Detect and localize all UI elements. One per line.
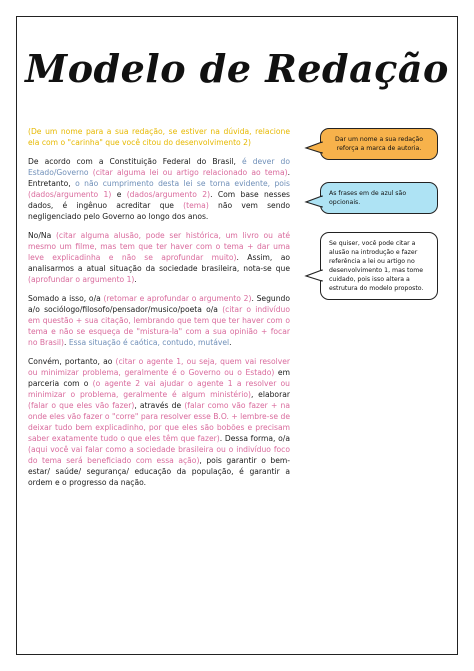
instruction-segment: (tema) — [183, 201, 209, 210]
paragraph-development-1 — [28, 230, 290, 285]
tip-bubble-text: Se quiser, você pode citar a alusão na introdução e fazer referência a lei ou artigo no desenvolvimento 1, mas tome cuidado, pois isso altera a estrutura do modelo proposto. — [329, 240, 424, 292]
text-segment: No/Na — [28, 231, 56, 240]
instruction-segment: (o agente 2 vai ajudar o agente 1 a resolver ou minimizar o problema, geralmente é algum ministério) — [28, 379, 290, 399]
paragraph-introduction — [28, 156, 290, 222]
instruction-segment: (citar o agente 1, ou seja, quem vai resolver ou minimizar problema, geralmente é o Governo ou o Estado) — [28, 357, 290, 377]
optional-segment: é dever do Estado/Governo — [28, 157, 290, 177]
optional-segment: o não cumprimento desta lei se torna evidente, pois — [75, 179, 290, 188]
instruction-segment: (falar o que eles vão fazer) — [28, 401, 135, 410]
intro-paragraph: (De um nome para a sua redação, se estiver na dúvida, relacione ela com o "carinha" que você citou do desenvolvimento 2) — [28, 127, 290, 147]
text-segment: em parceria com o — [28, 368, 290, 388]
text-segment: , elaborar — [250, 390, 290, 399]
text-segment: . Dessa forma, o/a — [219, 434, 291, 443]
text-segment: De acordo com a Constituição Federal do Brasil, — [28, 157, 242, 166]
paragraph-conclusion — [28, 356, 290, 488]
instruction-segment: (dados/argumento 2) — [126, 190, 211, 199]
text-segment: . Segundo a/o sociólogo/filosofo/pensador/musico/poeta o/a — [28, 294, 290, 314]
tip-bubble-optional — [320, 182, 438, 214]
text-segment: não vem sendo negligenciado pelo Governo ao longo dos anos. — [28, 201, 290, 221]
instruction-segment: (aqui você vai falar como a sociedade brasileira ou o indivíduo foco do tema será beneficiado com essa ação) — [28, 445, 290, 465]
text-segment: Convém, portanto, ao — [28, 357, 116, 366]
instruction-segment: (citar o indivíduo em questão + sua citação, lembrando que tem que ter haver com o tema e não se esqueça de "mistura-la" com a sua opinião + focar no Brasil) — [28, 305, 290, 347]
instruction-segment: (dados/argumento 1) — [28, 190, 112, 199]
text-segment: e — [111, 190, 127, 199]
text-segment: . Assim, ao analisarmos a atual situação da sociedade brasileira, nota-se que — [28, 253, 290, 273]
tip-bubble-text: As frases em de azul são opcionais. — [329, 190, 407, 206]
text-segment: , através de — [134, 401, 185, 410]
tip-bubble-text: Dar um nome a sua redação reforça a marca de autoria. — [334, 136, 424, 152]
page-title: Modelo de Redação — [25, 46, 449, 91]
paragraph-development-2 — [28, 293, 290, 348]
essay-body — [28, 126, 290, 496]
text-segment: Somado a isso, o/a — [28, 294, 104, 303]
text-segment: . — [134, 275, 137, 284]
instruction-segment: (citar alguma lei ou artigo relacionado ao tema) — [92, 168, 288, 177]
text-segment: . — [229, 338, 232, 347]
instruction-segment: (falar como vão fazer + na onde eles vão fazer o "corre" para resolver esse B.O. + lembre-se de deixar tudo bem explicadinho, por que eles são bobões e precisam saber exatamente tudo o que eles têm que fazer) — [28, 401, 290, 443]
bubble-tail-orange — [304, 140, 324, 156]
text-segment: , pois garantir o bem-estar/ saúde/ segurança/ educação da população, é garantir a ordem e o progresso da nação. — [28, 456, 291, 487]
text-segment: . Com base nesses dados, é ingênuo acreditar que — [28, 190, 290, 210]
instruction-segment: (citar alguma alusão, pode ser histórica, um livro ou até mesmo um filme, mas tem que ter haver com o tema + dar uma leve explicadinha e não se aprofundar muito) — [28, 231, 290, 262]
text-segment: . — [64, 338, 69, 347]
tip-bubble-allusion — [320, 232, 438, 300]
optional-segment: Essa situação é caótica, contudo, mutável — [68, 338, 230, 347]
tip-bubble-title — [320, 128, 438, 160]
bubble-tail-blue — [304, 194, 324, 210]
text-segment: . Entretanto, — [28, 168, 290, 188]
instruction-segment: (retomar e aprofundar o argumento 2) — [103, 294, 252, 303]
instruction-segment: (aprofundar o argumento 1) — [28, 275, 135, 284]
bubble-tail-white — [304, 268, 324, 284]
